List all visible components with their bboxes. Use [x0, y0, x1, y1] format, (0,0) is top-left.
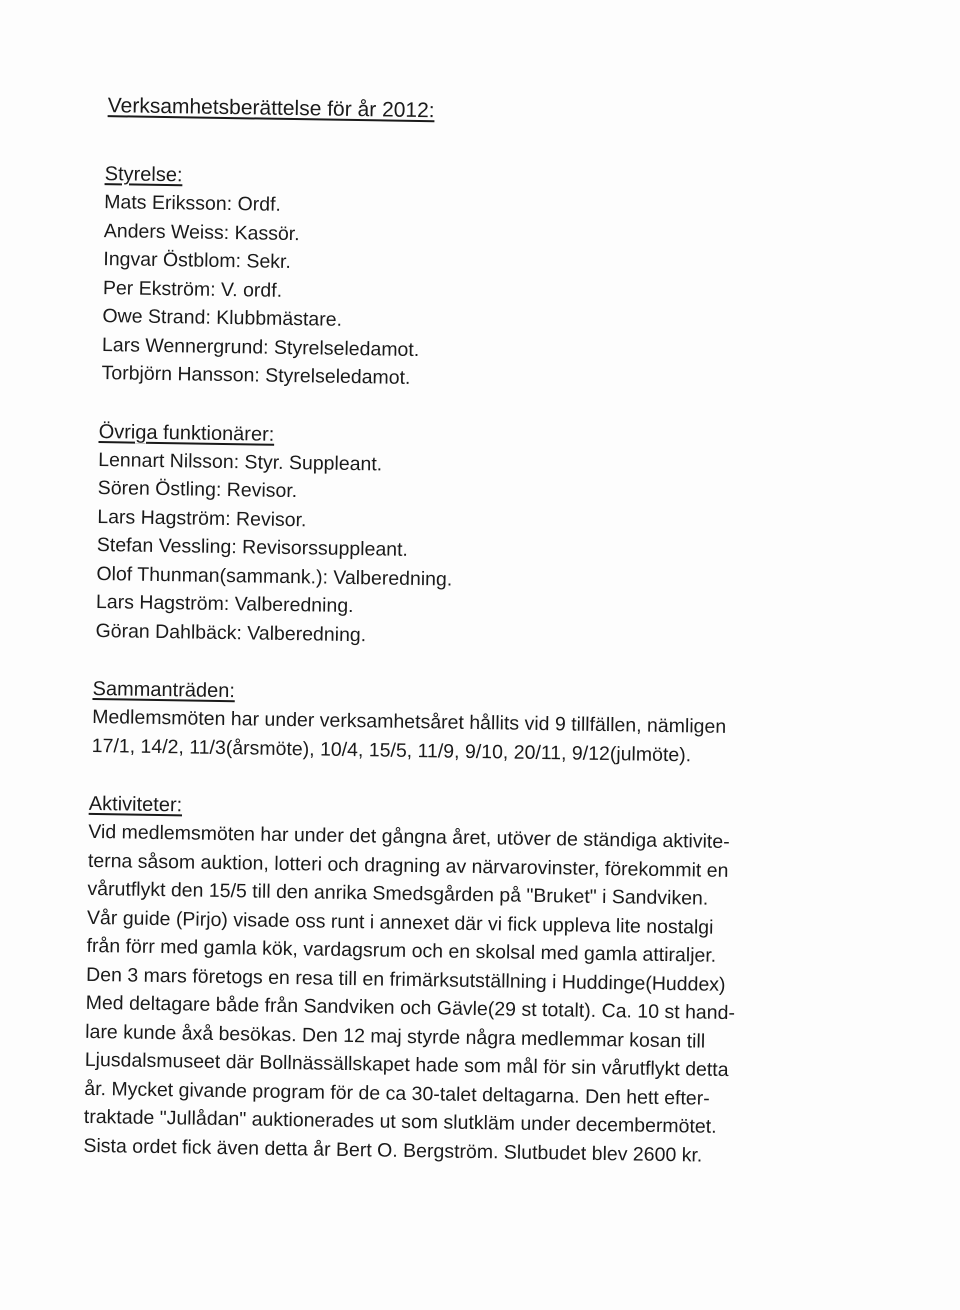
- ovriga-member: Stefan Vessling: Revisorssuppleant.: [96, 534, 409, 561]
- aktiviteter-text-line: Med deltagare både från Sandviken och Gävle(29 st totalt). Ca. 10 st hand-: [85, 991, 736, 1025]
- aktiviteter-text-line: Ljusdalsmuseet där Bollnässällskapet hade som mål för sin vårutflykt detta: [84, 1048, 729, 1081]
- styrelse-member: Owe Strand: Klubbmästare.: [102, 305, 343, 331]
- ovriga-member: Göran Dahlbäck: Valberedning.: [95, 619, 367, 646]
- aktiviteter-text-line: Den 3 mars företogs en resa till en frimärksutställning i Huddinge(Huddex): [85, 963, 726, 996]
- styrelse-member: Anders Weiss: Kassör.: [103, 219, 300, 245]
- aktiviteter-text-line: Sista ordet fick även detta år Bert O. Bergström. Slutbudet blev 2600 kr.: [83, 1134, 703, 1167]
- aktiviteter-text-line: år. Mycket givande program för de ca 30-talet deltagarna. Den hett efter-: [84, 1077, 710, 1110]
- section-heading-ovriga: Övriga funktionärer:: [98, 420, 275, 446]
- ovriga-member: Olof Thunman(sammank.): Valberedning.: [96, 562, 453, 591]
- ovriga-member: Lars Hagström: Valberedning.: [95, 591, 354, 618]
- ovriga-member: Lars Hagström: Revisor.: [97, 505, 307, 531]
- styrelse-member: Mats Eriksson: Ordf.: [104, 191, 282, 216]
- ovriga-member: Lennart Nilsson: Styr. Suppleant.: [98, 448, 383, 475]
- sammantraden-text-line: Medlemsmöten har under verksamhetsåret hållits vid 9 tillfällen, nämligen: [92, 705, 727, 738]
- sammantraden-text-line: 17/1, 14/2, 11/3(årsmöte), 10/4, 15/5, 11/9, 9/10, 20/11, 9/12(julmöte).: [91, 734, 692, 766]
- aktiviteter-text-line: från förr med gamla kök, vardagsrum och en skolsal med gamla attiraljer.: [86, 934, 717, 967]
- section-heading-sammantraden: Sammanträden:: [92, 677, 236, 703]
- aktiviteter-text-line: terna såsom auktion, lotteri och dragning av närvarovinster, förekommit en: [87, 849, 729, 882]
- aktiviteter-text-line: traktade "Jullådan" auktionerades ut som slutkläm under decembermötet.: [83, 1105, 717, 1138]
- aktiviteter-text-line: vårutflykt den 15/5 till den anrika Smedsgården på "Bruket" i Sandviken.: [87, 877, 709, 910]
- aktiviteter-text-line: Vår guide (Pirjo) visade oss runt i annexet där vi fick uppleva lite nostalgi: [86, 906, 714, 939]
- ovriga-member: Sören Östling: Revisor.: [97, 477, 298, 503]
- section-heading-styrelse: Styrelse:: [104, 163, 183, 187]
- section-sammantraden: [92, 675, 821, 771]
- document-body: [83, 92, 830, 1171]
- styrelse-member: Ingvar Östblom: Sekr.: [103, 248, 292, 274]
- section-aktiviteter: [83, 790, 819, 1171]
- styrelse-member: Per Ekström: V. ordf.: [102, 276, 283, 302]
- styrelse-member: Lars Wennergrund: Styrelseledamot.: [101, 333, 420, 361]
- styrelse-member: Torbjörn Hansson: Styrelseledamot.: [101, 362, 411, 389]
- section-heading-aktiviteter: Aktiviteter:: [88, 792, 183, 817]
- aktiviteter-text-line: Vid medlemsmöten har under det gångna året, utöver de ständiga aktivite-: [88, 820, 730, 853]
- aktiviteter-text-line: lare kunde åxå besökas. Den 12 maj styrde några medlemmar kosan till: [85, 1020, 706, 1053]
- section-styrelse: [101, 160, 828, 399]
- section-ovriga-funktionarer: [95, 418, 824, 657]
- document-title: Verksamhetsberättelse för år 2012:: [107, 94, 435, 123]
